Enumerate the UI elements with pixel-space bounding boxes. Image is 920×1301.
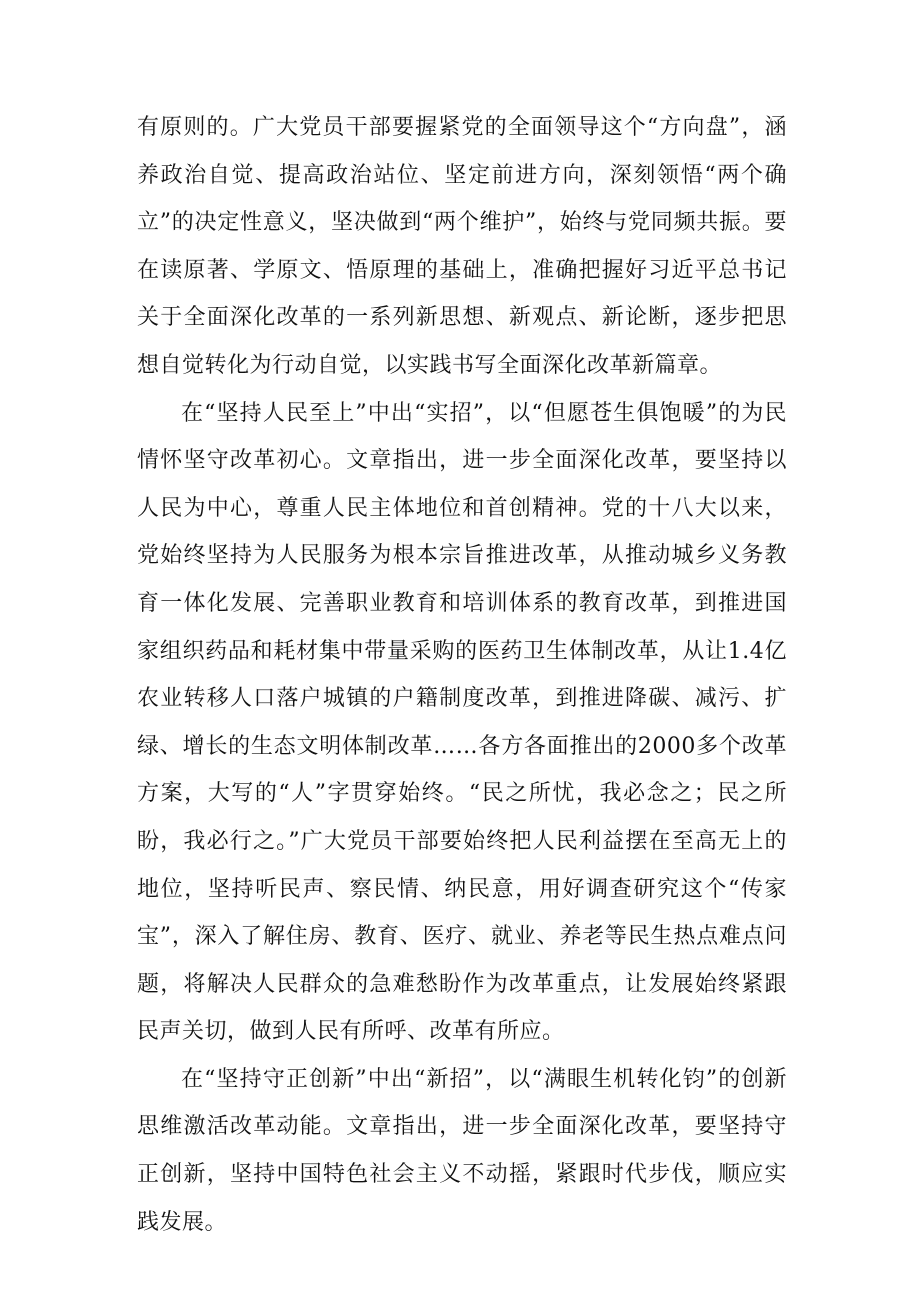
paragraph-innovation: 在“坚持守正创新”中出“新招”，以“满眼生机转化钧”的创新思维激活改革动能。文章指出，进一步全面深化改革，要坚持守正创新，坚持中国特色社会主义不动摇，紧跟时代步伐，顺应实践发展。 [137, 1066, 787, 1235]
document-body [137, 104, 787, 1246]
paragraph-people-first: 在“坚持人民至上”中出“实招”，以“但愿苍生俱饱暖”的为民情怀坚守改革初心。文章指出，进一步全面深化改革，要坚持以人民为中心，尊重人民主体地位和首创精神。党的十八大以来，党始终坚持为人民服务为根本宗旨推进改革，从推动城乡义务教育一体化发展、完善职业教育和培训体系的教育改革，到推进国家组织药品和耗材集中带量采购的医药卫生体制改革，从让1.4亿农业转移人口落户城镇的户籍制度改革，到推进降碳、减污、扩绿、增长的生态文明体制改革……各方各面推出的2000多个改革方案，大写的“人”字贯穿始终。“民之所忧，我必念之；民之所盼，我必行之。”广大党员干部要始终把人民利益摆在至高无上的地位，坚持听民声、察民情、纳民意，用好调查研究这个“传家宝”，深入了解住房、教育、医疗、就业、养老等民生热点难点问题，将解决人民群众的急难愁盼作为改革重点，让发展始终紧跟民声关切，做到人民有所呼、改革有所应。 [137, 400, 787, 1045]
paragraph-continuation: 有原则的。广大党员干部要握紧党的全面领导这个“方向盘”，涵养政治自觉、提高政治站位、坚定前进方向，深刻领悟“两个确立”的决定性意义，坚决做到“两个维护”，始终与党同频共振。要在读原著、学原文、悟原理的基础上，准确把握好习近平总书记关于全面深化改革的一系列新思想、新观点、新论断，逐步把思想自觉转化为行动自觉，以实践书写全面深化改革新篇章。 [137, 115, 787, 378]
